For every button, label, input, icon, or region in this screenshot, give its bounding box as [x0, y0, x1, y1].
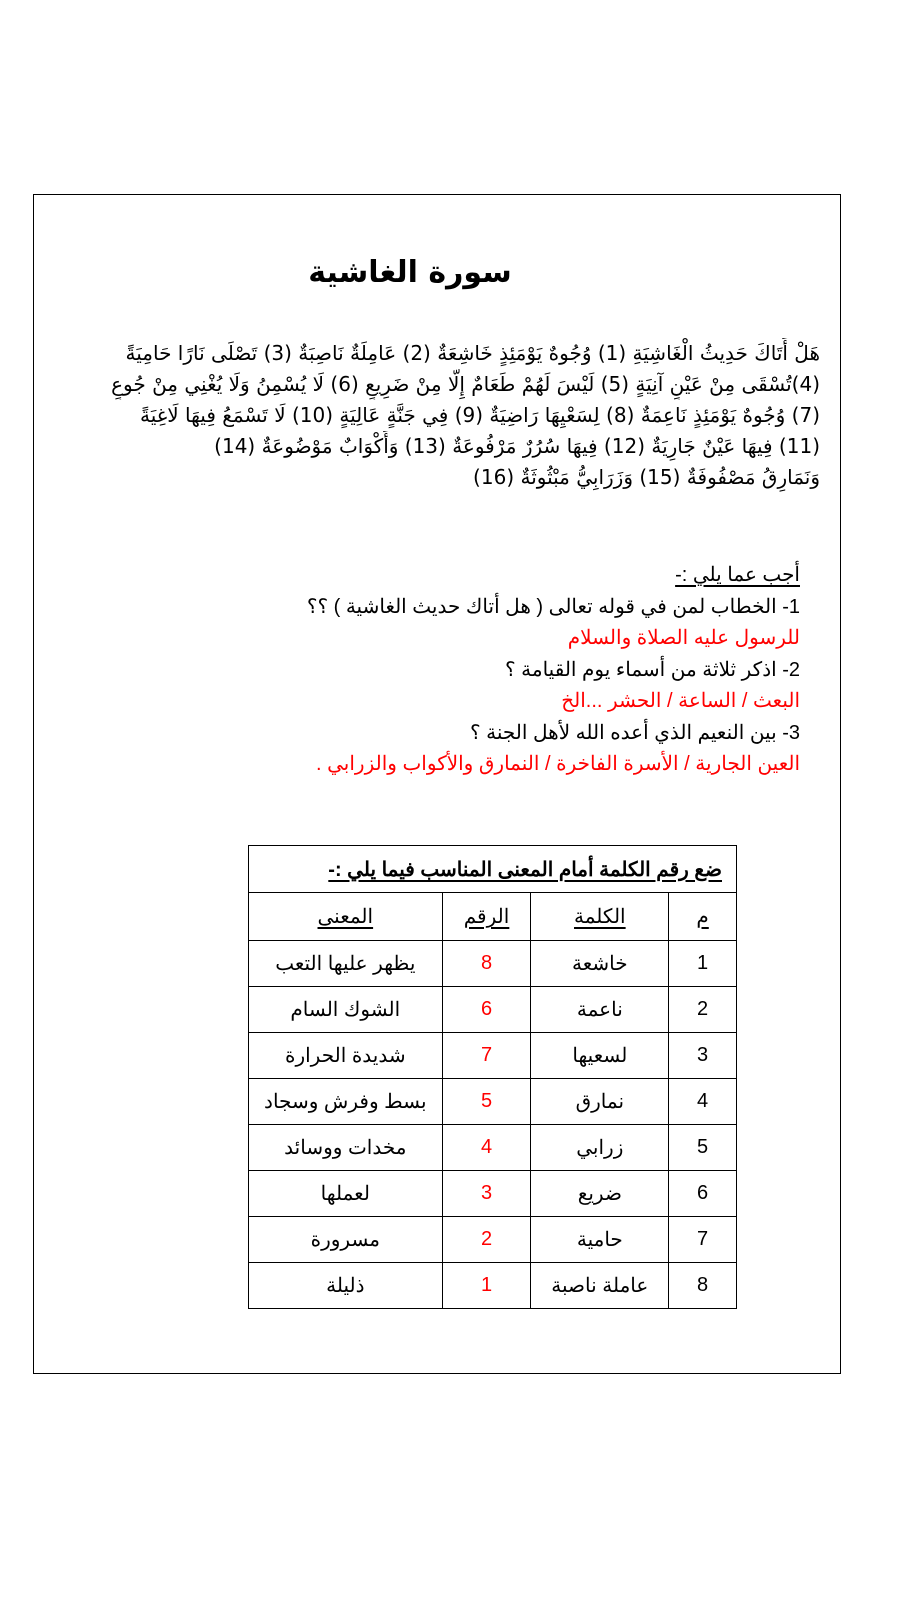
matching-table	[248, 845, 737, 1309]
question-2: 2- اذكر ثلاثة من أسماء يوم القيامة ؟	[504, 658, 800, 681]
verse-line: (11) فِيهَا عَيْنٌ جَارِيَةٌ (12) فِيهَا سُرُرٌ مَرْفُوعَةٌ (13) وَأَكْوَابٌ مَوْضُوعَةٌ (14)	[214, 434, 820, 458]
table-row	[249, 1171, 737, 1217]
verses-block	[60, 338, 820, 493]
cell-meaning: شديدة الحرارة	[249, 1033, 443, 1079]
question-3: 3- بين النعيم الذي أعده الله لأهل الجنة ؟	[469, 721, 800, 744]
cell-word: ضريع	[531, 1171, 669, 1217]
page-title	[0, 255, 900, 290]
cell-number: 4	[442, 1125, 531, 1171]
table-row	[249, 987, 737, 1033]
questions-heading: أجب عما يلي :-	[675, 564, 800, 586]
cell-number: 6	[442, 987, 531, 1033]
table-caption-row	[249, 846, 737, 893]
cell-word: زرابي	[531, 1125, 669, 1171]
matching-table-container	[248, 845, 737, 1309]
cell-meaning: لعملها	[249, 1171, 443, 1217]
cell-number: 1	[442, 1263, 531, 1309]
cell-meaning: مخدات ووسائد	[249, 1125, 443, 1171]
verse-line: وَنَمَارِقُ مَصْفُوفَةٌ (15) وَزَرَابِيُّ مَبْثُوثَةٌ (16)	[473, 465, 820, 489]
cell-number: 3	[442, 1171, 531, 1217]
cell-index: 2	[669, 987, 737, 1033]
cell-index: 4	[669, 1079, 737, 1125]
cell-number: 2	[442, 1217, 531, 1263]
verse-line: (7) وُجُوهٌ يَوْمَئِذٍ نَاعِمَةٌ (8) لِسَعْيِهَا رَاضِيَةٌ (9) فِي جَنَّةٍ عَالِيَةٍ (10) لَا تَسْمَعُ فِيهَا لَاغِيَةً	[140, 403, 820, 427]
table-row	[249, 941, 737, 987]
cell-meaning: بسط وفرش وسجاد	[249, 1079, 443, 1125]
cell-index: 1	[669, 941, 737, 987]
header-number: الرقم	[442, 893, 531, 941]
cell-meaning: الشوك السام	[249, 987, 443, 1033]
cell-meaning: مسرورة	[249, 1217, 443, 1263]
cell-meaning: ذليلة	[249, 1263, 443, 1309]
table-row	[249, 1125, 737, 1171]
cell-word: لسعيها	[531, 1033, 669, 1079]
cell-word: نمارق	[531, 1079, 669, 1125]
cell-index: 3	[669, 1033, 737, 1079]
cell-index: 8	[669, 1263, 737, 1309]
table-row	[249, 1263, 737, 1309]
table-row	[249, 1033, 737, 1079]
cell-word: حامية	[531, 1217, 669, 1263]
cell-index: 7	[669, 1217, 737, 1263]
verse-line: هَلْ أَتَاكَ حَدِيثُ الْغَاشِيَةِ (1) وُجُوهٌ يَوْمَئِذٍ خَاشِعَةٌ (2) عَامِلَةٌ نَاصِبَةٌ (3) تَصْلَى نَارًا حَامِيَةً	[125, 341, 820, 365]
cell-word: خاشعة	[531, 941, 669, 987]
question-1: 1- الخطاب لمن في قوله تعالى ( هل أتاك حديث الغاشية ) ؟؟	[306, 595, 800, 618]
cell-index: 6	[669, 1171, 737, 1217]
table-row	[249, 1217, 737, 1263]
questions-section	[220, 560, 800, 781]
header-index: م	[669, 893, 737, 941]
answer-2: البعث / الساعة / الحشر ...الخ	[561, 690, 800, 712]
table-row	[249, 1079, 737, 1125]
table-header-row	[249, 893, 737, 941]
answer-3: العين الجارية / الأسرة الفاخرة / النمارق والأكواب والزرابي .	[316, 753, 800, 775]
verse-line: (4)تُسْقَى مِنْ عَيْنٍ آنِيَةٍ (5) لَيْسَ لَهُمْ طَعَامٌ إِلَّا مِنْ ضَرِيعٍ (6) لَا يُسْمِنُ وَلَا يُغْنِي مِنْ جُوعٍ	[111, 372, 820, 396]
cell-word: عاملة ناصبة	[531, 1263, 669, 1309]
answer-1: للرسول عليه الصلاة والسلام	[567, 627, 800, 649]
cell-index: 5	[669, 1125, 737, 1171]
header-meaning: المعنى	[249, 893, 443, 941]
cell-number: 7	[442, 1033, 531, 1079]
cell-word: ناعمة	[531, 987, 669, 1033]
cell-number: 5	[442, 1079, 531, 1125]
cell-number: 8	[442, 941, 531, 987]
table-caption: ضع رقم الكلمة أمام المعنى المناسب فيما يلي :-	[249, 846, 737, 893]
surah-title: سورة الغاشية	[308, 255, 512, 290]
cell-meaning: يظهر عليها التعب	[249, 941, 443, 987]
header-word: الكلمة	[531, 893, 669, 941]
